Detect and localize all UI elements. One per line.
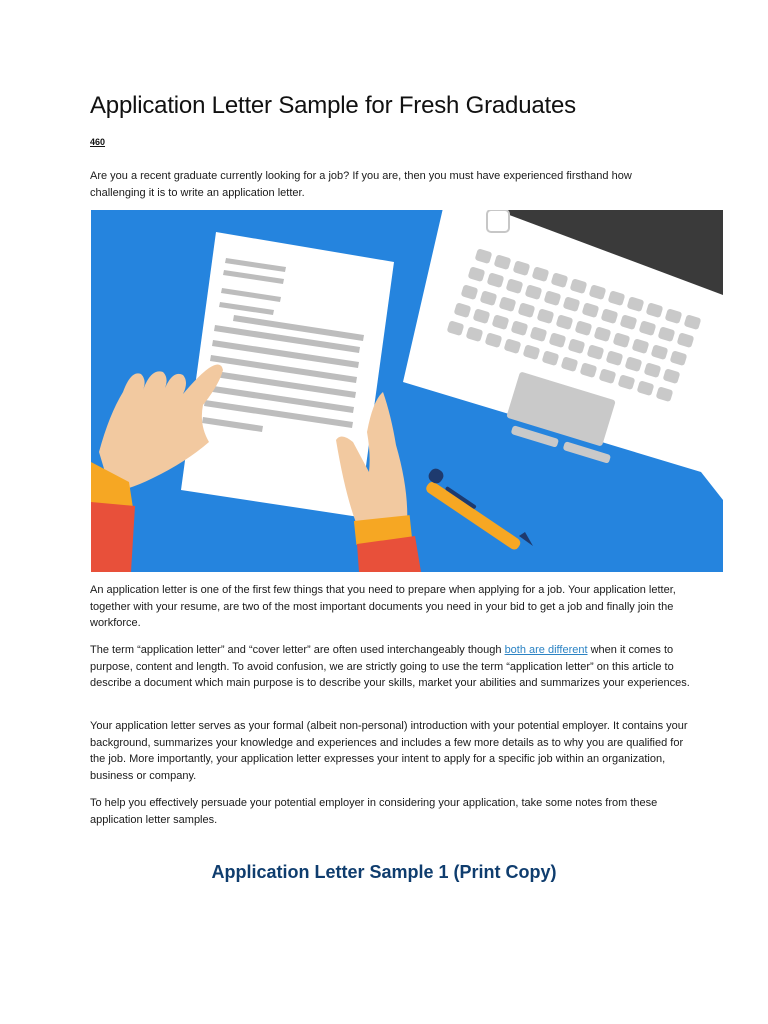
paragraph-2-text-start: The term “application letter” and “cover letter” are often used interchangeably though bbox=[90, 644, 505, 656]
body-paragraph-3: Your application letter serves as your formal (albeit non-personal) introduction with your potential employer. It contains your background, summarizes your knowledge and experiences and includes a few more details as to why you are qualified for the job. More importantly, your application letter expresses your intent to apply for a specific job within an organization, business or company. bbox=[90, 720, 688, 783]
both-are-different-link[interactable]: both are different bbox=[504, 644, 588, 656]
view-count-link[interactable]: 460 bbox=[90, 137, 106, 147]
paragraph-2-text-end: when it comes to purpose, content and length. To avoid confusion, we are strictly going to use the term “application letter” on this article to describe a document which main purpose is to describe your skills, market your abilities and summarizes your experiences. bbox=[90, 644, 690, 690]
section-heading: Application Letter Sample 1 (Print Copy) bbox=[211, 862, 557, 882]
body-paragraph-2 bbox=[90, 642, 690, 692]
intro-paragraph: Are you a recent graduate currently looking for a job? If you are, then you must have experienced firsthand how challenging it is to write an application letter. bbox=[90, 170, 632, 199]
article-title: Application Letter Sample for Fresh Graduates bbox=[90, 92, 576, 119]
body-paragraph-4: To help you effectively persuade your potential employer in considering your application, take some notes from these application letter samples. bbox=[90, 797, 658, 826]
application-letter-illustration bbox=[91, 210, 723, 572]
hero-illustration bbox=[91, 210, 723, 572]
body-paragraph-1: An application letter is one of the first few things that you need to prepare when applying for a job. Your application letter, together with your resume, are two of the most important documents you need in your bid to get a job and finally join the workforce. bbox=[90, 584, 676, 630]
